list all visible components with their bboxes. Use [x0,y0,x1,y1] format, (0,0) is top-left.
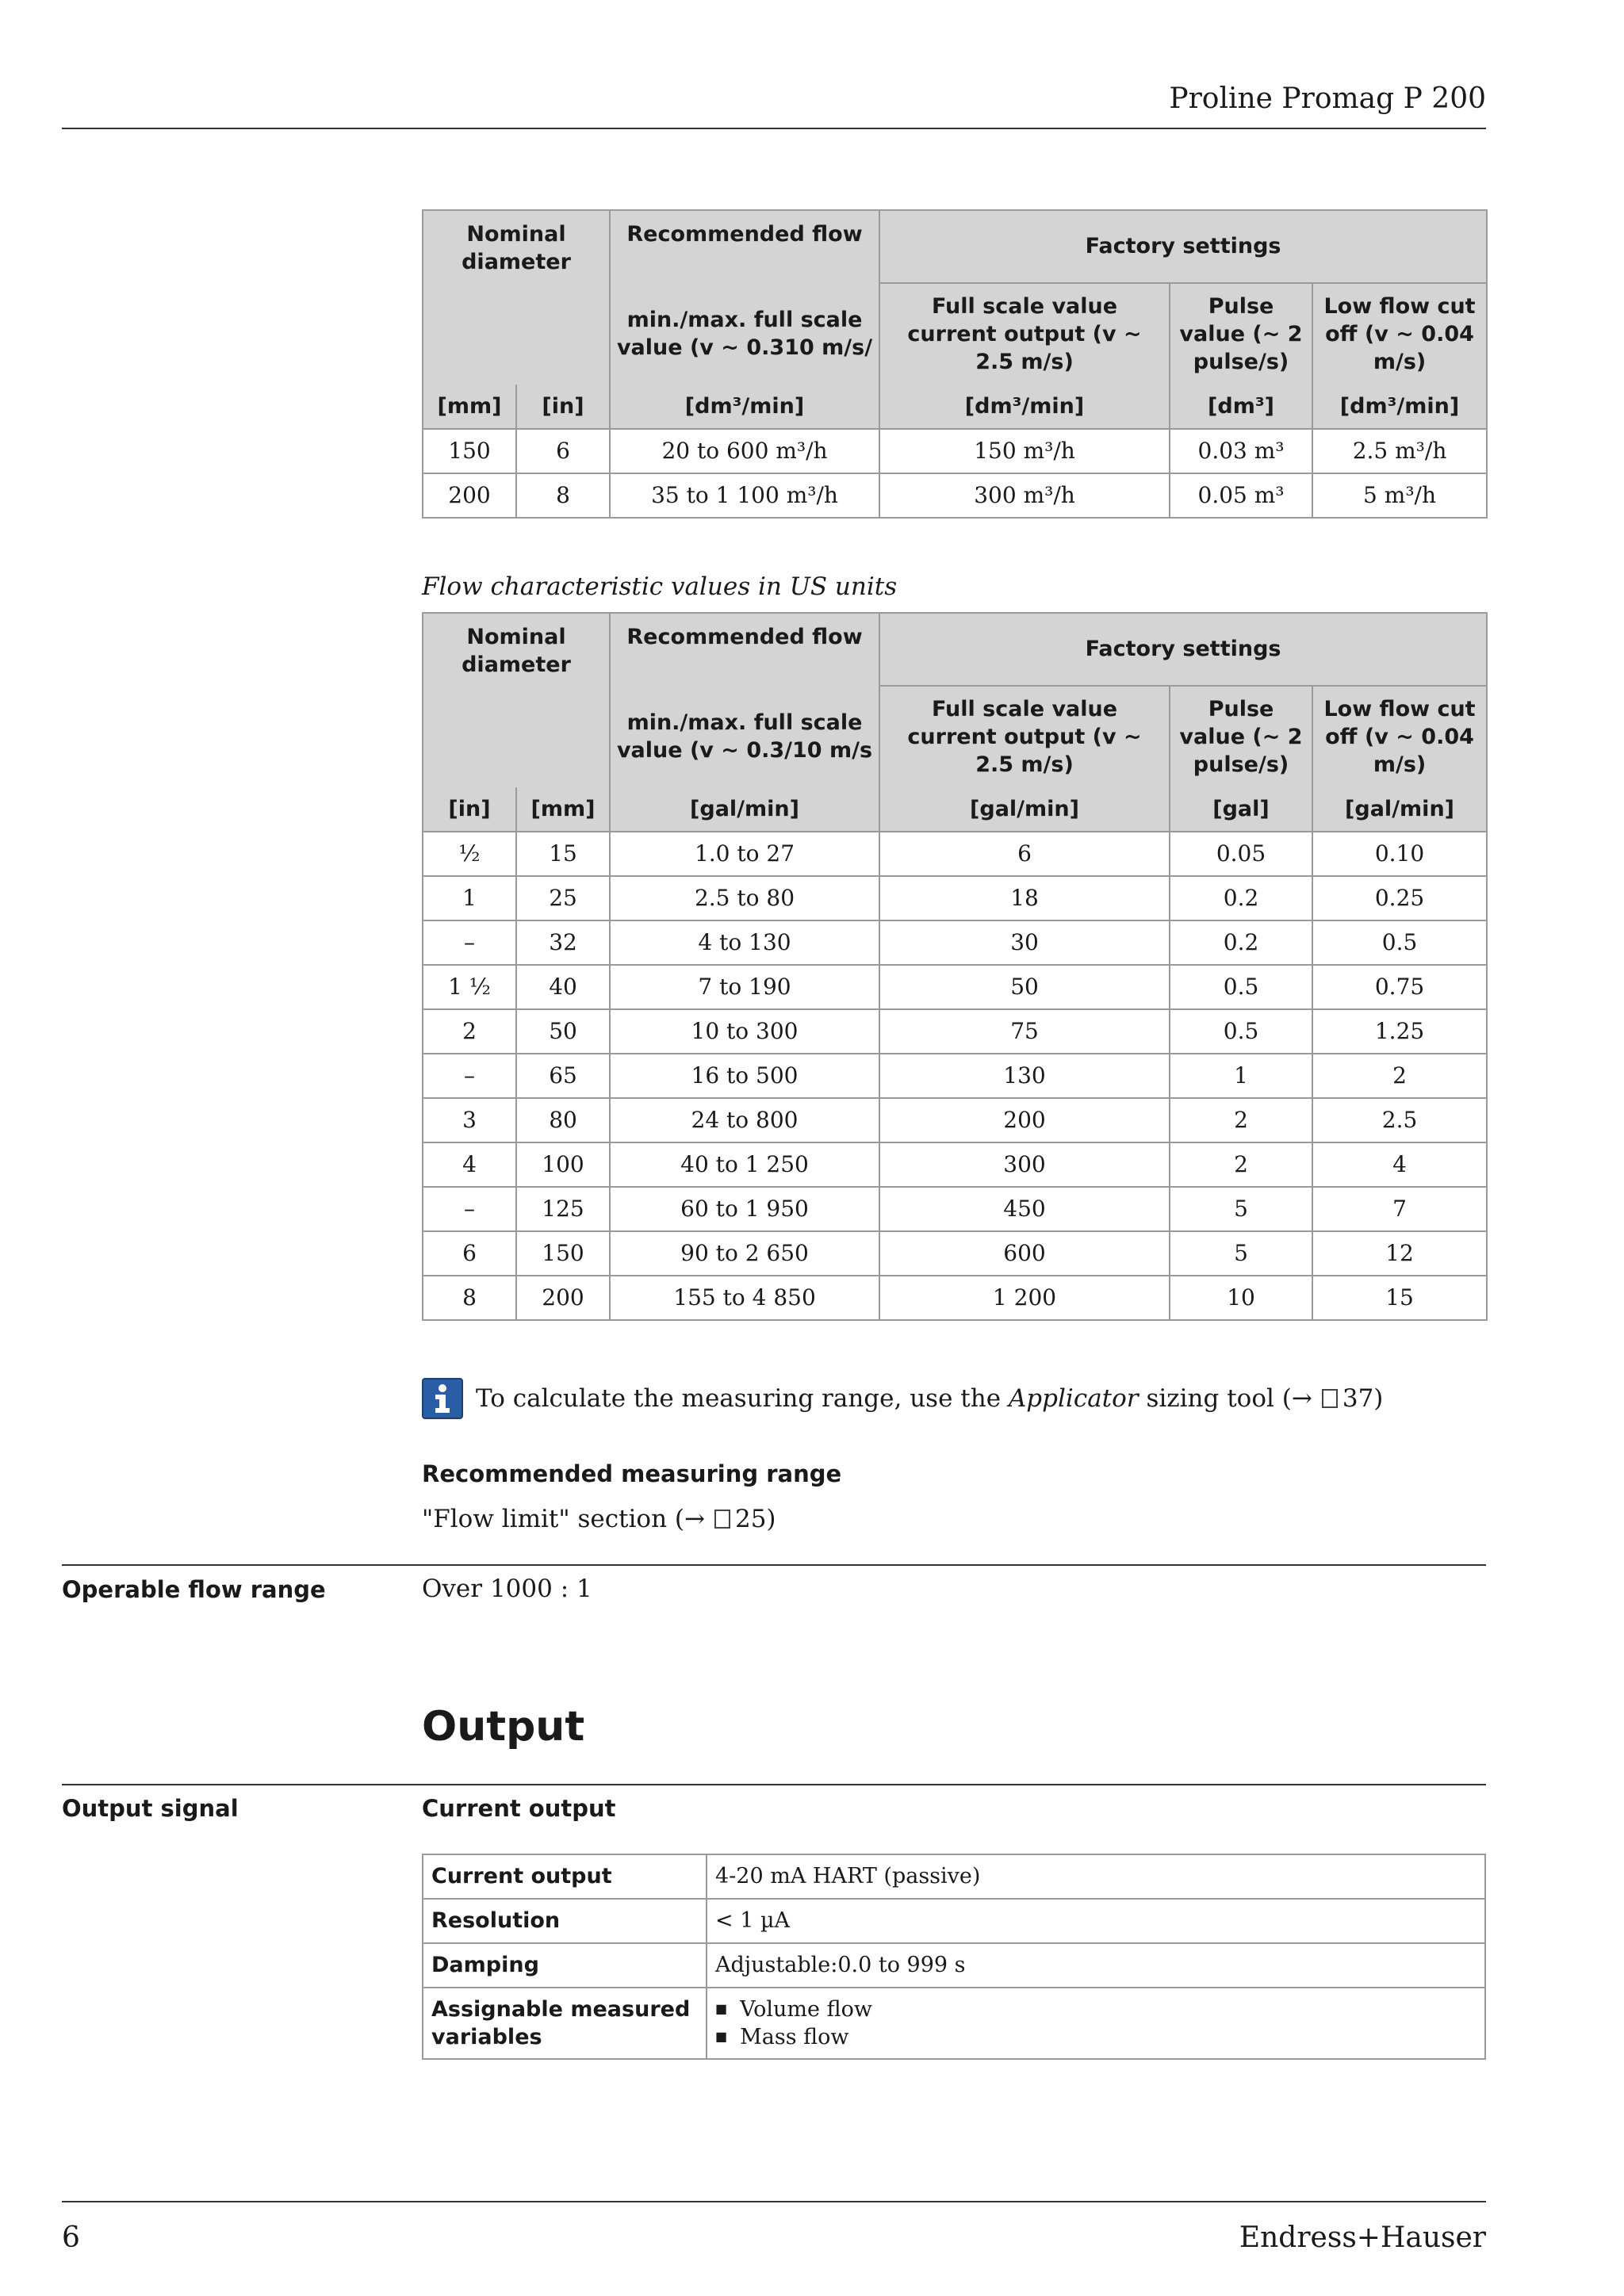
kv-value: < 1 µA [707,1899,1485,1943]
table-cell: 150 [423,429,516,473]
table-cell: 300 m³/h [879,473,1170,518]
operable-flow-value: Over 1000 : 1 [422,1575,592,1603]
kv-key: Assignable measured variables [423,1988,707,2059]
table-cell: 300 [879,1142,1170,1187]
lowflow-header: Low flow cut off (v ~ 0.04 m/s) [1312,283,1487,385]
range-header: min./max. full scale value (v ~ 0.310 m/s/ [610,283,879,385]
page-number: 6 [62,2221,80,2254]
applicator-link[interactable]: Applicator [1008,1384,1139,1413]
header-rule [62,128,1486,129]
factory-settings-header: Factory settings [879,613,1487,686]
table-cell: 90 to 2 650 [610,1231,879,1276]
footer-brand: Endress+Hauser [1239,2221,1486,2254]
kv-key: Damping [423,1943,707,1988]
page-ref-icon [1322,1389,1338,1408]
table-cell: 150 m³/h [879,429,1170,473]
footer-rule [62,2201,1486,2202]
table-row [423,1276,1487,1320]
unit-header: [gal/min] [879,787,1170,832]
table-cell: 6 [879,832,1170,876]
unit-header: [gal/min] [610,787,879,832]
table-cell: 12 [1312,1231,1487,1276]
recommended-range-heading: Recommended measuring range [422,1460,842,1487]
fullscale-header: Full scale value current output (v ~ 2.5 m/s) [879,283,1170,385]
list-item: ■ Volume flow [715,1996,1477,2023]
table-row [423,1009,1487,1054]
table-row [423,1098,1487,1142]
table-cell: 4 to 130 [610,920,879,965]
lowflow-header: Low flow cut off (v ~ 0.04 m/s) [1312,686,1487,787]
table-cell: 1 [423,876,516,920]
info-icon [422,1378,463,1419]
table-cell: 7 [1312,1187,1487,1231]
unit-header: [dm³/min] [1312,385,1487,429]
current-output-heading: Current output [422,1795,616,1822]
table-cell: 130 [879,1054,1170,1098]
table-cell: 60 to 1 950 [610,1187,879,1231]
table-cell: – [423,920,516,965]
table-cell: 1 ½ [423,965,516,1009]
table-row [423,473,1487,518]
table-cell: 30 [879,920,1170,965]
note-text-start: To calculate the measuring range, use the [476,1384,1002,1413]
table-cell: 1 200 [879,1276,1170,1320]
fullscale-header: Full scale value current output (v ~ 2.5 m/s) [879,686,1170,787]
table-cell: 1 [1170,1054,1312,1098]
table-cell: 2.5 [1312,1098,1487,1142]
table-cell: 155 to 4 850 [610,1276,879,1320]
table-cell: 4 [1312,1142,1487,1187]
table-cell: 0.25 [1312,876,1487,920]
table-cell: 200 [423,473,516,518]
table-cell: 2 [1170,1098,1312,1142]
table-cell: 50 [516,1009,610,1054]
table-cell: 7 to 190 [610,965,879,1009]
table-cell: 24 to 800 [610,1098,879,1142]
table-cell: 200 [516,1276,610,1320]
factory-settings-header: Factory settings [879,210,1487,283]
table-cell: 2.5 to 80 [610,876,879,920]
unit-header: [gal] [1170,787,1312,832]
table-cell: 4 [423,1142,516,1187]
range-header: min./max. full scale value (v ~ 0.3/10 m/s [610,686,879,787]
table-cell: ½ [423,832,516,876]
nominal-diameter-header: Nominal diameter [423,210,610,385]
table-cell: 32 [516,920,610,965]
table-cell: 450 [879,1187,1170,1231]
table-row [423,1231,1487,1276]
table-cell: 18 [879,876,1170,920]
table-cell: 0.10 [1312,832,1487,876]
table-cell: 40 [516,965,610,1009]
table-row [423,832,1487,876]
table-row [423,965,1487,1009]
unit-header: [in] [516,385,610,429]
table-cell: 6 [516,429,610,473]
table-cell: 1.0 to 27 [610,832,879,876]
table-cell: 1.25 [1312,1009,1487,1054]
kv-value: Adjustable:0.0 to 999 s [707,1943,1485,1988]
table-cell: 125 [516,1187,610,1231]
table-cell: 600 [879,1231,1170,1276]
table-cell: 5 [1170,1231,1312,1276]
pulse-header: Pulse value (~ 2 pulse/s) [1170,283,1312,385]
table-cell: 25 [516,876,610,920]
table-cell: 2 [1170,1142,1312,1187]
table-cell: 75 [879,1009,1170,1054]
kv-value [707,1988,1485,2059]
us-table-caption: Flow characteristic values in US units [422,572,898,601]
table-cell: 65 [516,1054,610,1098]
table-cell: 5 [1170,1187,1312,1231]
flow-table-metric [422,209,1488,519]
output-signal-label: Output signal [62,1795,239,1822]
table-cell: 0.5 [1170,965,1312,1009]
flow-limit-text: "Flow limit" section (→ [422,1505,705,1533]
note-page-ref[interactable]: 37) [1342,1384,1384,1413]
table-row [423,1142,1487,1187]
table-cell: 2.5 m³/h [1312,429,1487,473]
table-cell: 10 to 300 [610,1009,879,1054]
recommended-flow-header: Recommended flow [610,210,879,283]
table-cell: 3 [423,1098,516,1142]
table-row [423,1054,1487,1098]
kv-key: Resolution [423,1899,707,1943]
table-cell: – [423,1054,516,1098]
unit-header: [dm³/min] [610,385,879,429]
table-cell: 2 [1312,1054,1487,1098]
table-cell: 8 [516,473,610,518]
table-cell: 0.75 [1312,965,1487,1009]
recommended-range-text [422,1505,776,1533]
note-text-end: sizing tool (→ [1146,1384,1312,1413]
table-cell: 50 [879,965,1170,1009]
kv-key: Current output [423,1854,707,1899]
flow-limit-page-ref[interactable]: 25) [734,1505,776,1533]
header-title: Proline Promag P 200 [1169,82,1486,115]
operable-flow-label: Operable flow range [62,1576,326,1603]
table-row [423,920,1487,965]
unit-header: [in] [423,787,516,832]
table-cell: 40 to 1 250 [610,1142,879,1187]
table-row [423,429,1487,473]
table-cell: 0.03 m³ [1170,429,1312,473]
unit-header: [mm] [516,787,610,832]
table-cell: 10 [1170,1276,1312,1320]
kv-value: 4-20 mA HART (passive) [707,1854,1485,1899]
table-cell: 35 to 1 100 m³/h [610,473,879,518]
table-cell: 20 to 600 m³/h [610,429,879,473]
table-cell: 2 [423,1009,516,1054]
flow-table-us [422,612,1488,1321]
section-divider [62,1564,1486,1566]
table-cell: 0.05 m³ [1170,473,1312,518]
recommended-flow-header: Recommended flow [610,613,879,686]
nominal-diameter-header: Nominal diameter [423,613,610,787]
table-cell: 0.2 [1170,920,1312,965]
table-row [423,1187,1487,1231]
table-cell: 0.5 [1312,920,1487,965]
table-cell: 80 [516,1098,610,1142]
list-item: ■ Mass flow [715,2023,1477,2051]
metric-table-body [423,429,1487,518]
table-cell: 0.2 [1170,876,1312,920]
variables-list [715,1996,1477,2051]
unit-header: [dm³] [1170,385,1312,429]
table-cell: – [423,1187,516,1231]
table-cell: 15 [516,832,610,876]
section-title: Output [422,1703,585,1751]
table-cell: 200 [879,1098,1170,1142]
table-cell: 0.5 [1170,1009,1312,1054]
table-cell: 6 [423,1231,516,1276]
pulse-header: Pulse value (~ 2 pulse/s) [1170,686,1312,787]
applicator-note [422,1378,1383,1419]
unit-header: [gal/min] [1312,787,1487,832]
section-divider [62,1784,1486,1785]
current-output-table [422,1854,1486,2060]
table-cell: 15 [1312,1276,1487,1320]
page-ref-icon [714,1510,730,1529]
table-cell: 150 [516,1231,610,1276]
table-cell: 16 to 500 [610,1054,879,1098]
table-row [423,876,1487,920]
unit-header: [dm³/min] [879,385,1170,429]
table-cell: 5 m³/h [1312,473,1487,518]
us-table-body [423,832,1487,1320]
table-cell: 100 [516,1142,610,1187]
unit-header: [mm] [423,385,516,429]
table-cell: 0.05 [1170,832,1312,876]
table-cell: 8 [423,1276,516,1320]
